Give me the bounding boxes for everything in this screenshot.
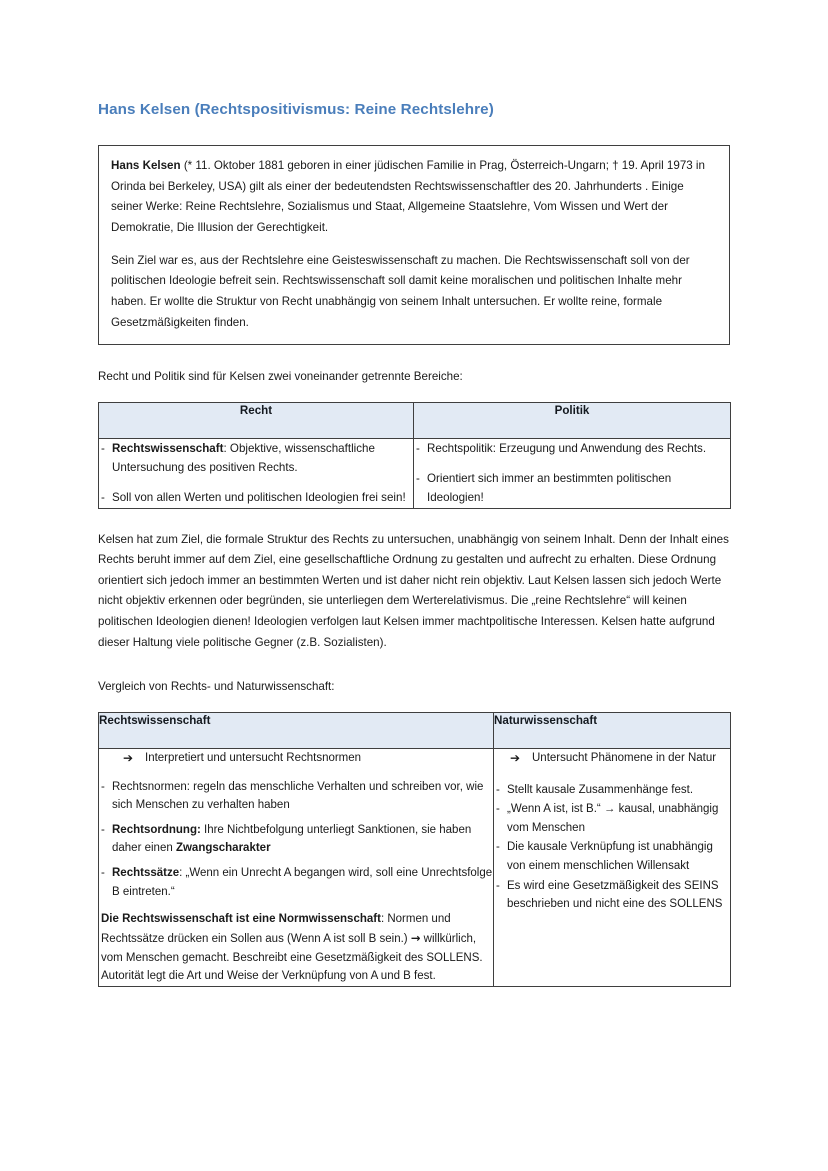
arrow-bullet-right (494, 749, 730, 768)
lead-in-text-1: Recht und Politik sind für Kelsen zwei voneinander getrennte Bereiche: (98, 370, 463, 384)
normwissenschaft-paragraph (101, 910, 493, 986)
rechtswissenschaft-list (99, 778, 493, 902)
cell-recht (99, 438, 414, 508)
list-item: - Es wird eine Gesetzmäßigkeit des SEINS beschrieben und nicht eine des SOLLENS (494, 877, 730, 914)
cell-naturwissenschaft (494, 748, 731, 986)
list-item (99, 864, 493, 901)
list-item: - Rechtspolitik: Erzeugung und Anwendung des Rechts. (414, 439, 730, 458)
list-item (99, 778, 493, 815)
rw-item-0-text: Rechtsnormen: regeln das menschliche Verhalten und schreiben vor, wie sich Menschen zu verhalten haben (112, 780, 484, 812)
list-item: - Die kausale Verknüpfung ist unabhängig von einem menschlichen Willensakt (494, 838, 730, 875)
page-title: Hans Kelsen (Rechtspositivismus: Reine Rechtslehre) (98, 101, 494, 118)
rw-item-1-text: Ihre Nichtbefolgung unterliegt Sanktionen, sie haben daher einen (112, 823, 472, 855)
middle-paragraph: Kelsen hat zum Ziel, die formale Struktur des Rechts zu untersuchen, unabhängig von seinem Inhalt. Denn der Inhalt eines Rechts beruht immer auf dem Ziel, eine gesellschaftliche Ordnung zu gestalten und aufrecht zu erhalten. Diese Ordnung orientiert sich jedoch immer an bestimmten Werten und ist daher nicht rein objektiv. Laut Kelsen lassen sich jedoch Werte nicht objektiv erkennen oder begründen, sie unterliegen dem Werterelativismus. Die „reine Rechtslehre“ will keinen politischen Ideologien dienen! Ideologien verfolgen laut Kelsen immer machtpolitische Interessen. Kelsen hatte aufgrund dieser Haltung viele politische Gegner (z.B. Sozialisten). (98, 532, 729, 649)
intro-bold-lead: Hans Kelsen (111, 159, 181, 173)
table-vergleich (98, 712, 731, 987)
arrow-bullet-right-text: Untersucht Phänomene in der Natur (532, 751, 717, 764)
rw-item-1-bold: Rechtsordnung: (112, 823, 201, 836)
column-header-rechtswissenschaft: Rechtswissenschaft (99, 712, 494, 748)
arrow-right-icon: ➔ (123, 750, 134, 765)
list-item: - Stellt kausale Zusammenhänge fest. (494, 781, 730, 800)
rw-item-2-text: : „Wenn ein Unrecht A begangen wird, soll eine Unrechtsfolge B eintreten.“ (112, 867, 493, 898)
list-item (99, 439, 413, 477)
arrow-right-icon: ➔ (510, 750, 521, 765)
table-row (99, 748, 731, 986)
cell-rechtswissenschaft (99, 748, 494, 986)
rw-item-1-bold-tail: Zwangscharakter (175, 842, 271, 855)
arrow-bullet-left (99, 749, 493, 768)
table-header-row (99, 402, 731, 438)
recht-item-0-bold: Rechtswissenschaft (112, 441, 224, 455)
politik-list (414, 439, 730, 508)
intro-paragraph-2: Sein Ziel war es, aus der Rechtslehre eine Geisteswissenschaft zu machen. Die Rechtswissenschaft soll von der politischen Ideologie befreit sein. Rechtswissenschaft soll damit keine moralischen und politischen Inhalte mehr haben. Er wollte die Struktur von Recht unabhängig von seinem Inhalt untersuchen. Er wollte reine, formale Gesetzmäßigkeiten finden. (111, 253, 690, 329)
recht-list (99, 439, 413, 508)
cell-politik (414, 438, 731, 508)
arrow-bullet-left-text: Interpretiert und untersucht Rechtsnormen (145, 751, 362, 764)
column-header-recht: Recht (99, 402, 414, 438)
column-header-naturwissenschaft: Naturwissenschaft (494, 712, 731, 748)
table-row (99, 438, 731, 508)
list-item (99, 821, 493, 858)
lead-in-text-2: Vergleich von Rechts- und Naturwissenschaft: (98, 680, 335, 694)
normwissenschaft-tail: willkürlich, vom Menschen gemacht. Beschreibt eine Gesetzmäßigkeit des SOLLENS. Autorität legt die Art und Weise der Verknüpfung von A und B fest. (101, 932, 483, 983)
recht-item-0-rest: : Objektive, wissenschaftliche Untersuchung des positiven Rechts. (112, 441, 375, 475)
table-header-row (99, 712, 731, 748)
normwissenschaft-rest: : Normen und Rechtssätze drücken ein Sollen aus (Wenn A ist soll B sein.) (101, 913, 451, 945)
intro-paragraph-1-rest: (* 11. Oktober 1881 geboren in einer jüdischen Familie in Prag, Österreich-Ungarn; † 19. April 1973 in Orinda bei Berkeley, USA) gilt als einer der bedeutendsten Rechtswissenschaftler des 20. Jahrhunderts . Einige seiner Werke: Reine Rechtslehre, Sozialismus und Staat, Allgemeine Staatslehre, Vom Wissen und Wert der Demokratie, Die Illusion der Gerechtigkeit. (111, 159, 705, 235)
recht-item-1-rest: Soll von allen Werten und politischen Ideologien frei sein! (112, 491, 406, 505)
list-item: - „Wenn A ist, ist B.“ → kausal, unabhängig vom Menschen (494, 800, 730, 837)
arrow-thin-icon: → (410, 930, 421, 945)
list-item (99, 488, 413, 507)
rw-item-2-bold: Rechtssätze (112, 867, 180, 880)
list-item: - Orientiert sich immer an bestimmten politischen Ideologien! (414, 469, 730, 507)
column-header-politik: Politik (414, 402, 731, 438)
intro-paragraph-1 (111, 156, 717, 239)
document-content (98, 0, 730, 987)
naturwissenschaft-list (494, 781, 730, 914)
intro-box (98, 145, 730, 345)
table-recht-politik (98, 402, 731, 509)
normwissenschaft-bold: Die Rechtswissenschaft ist eine Normwissenschaft (101, 913, 381, 926)
